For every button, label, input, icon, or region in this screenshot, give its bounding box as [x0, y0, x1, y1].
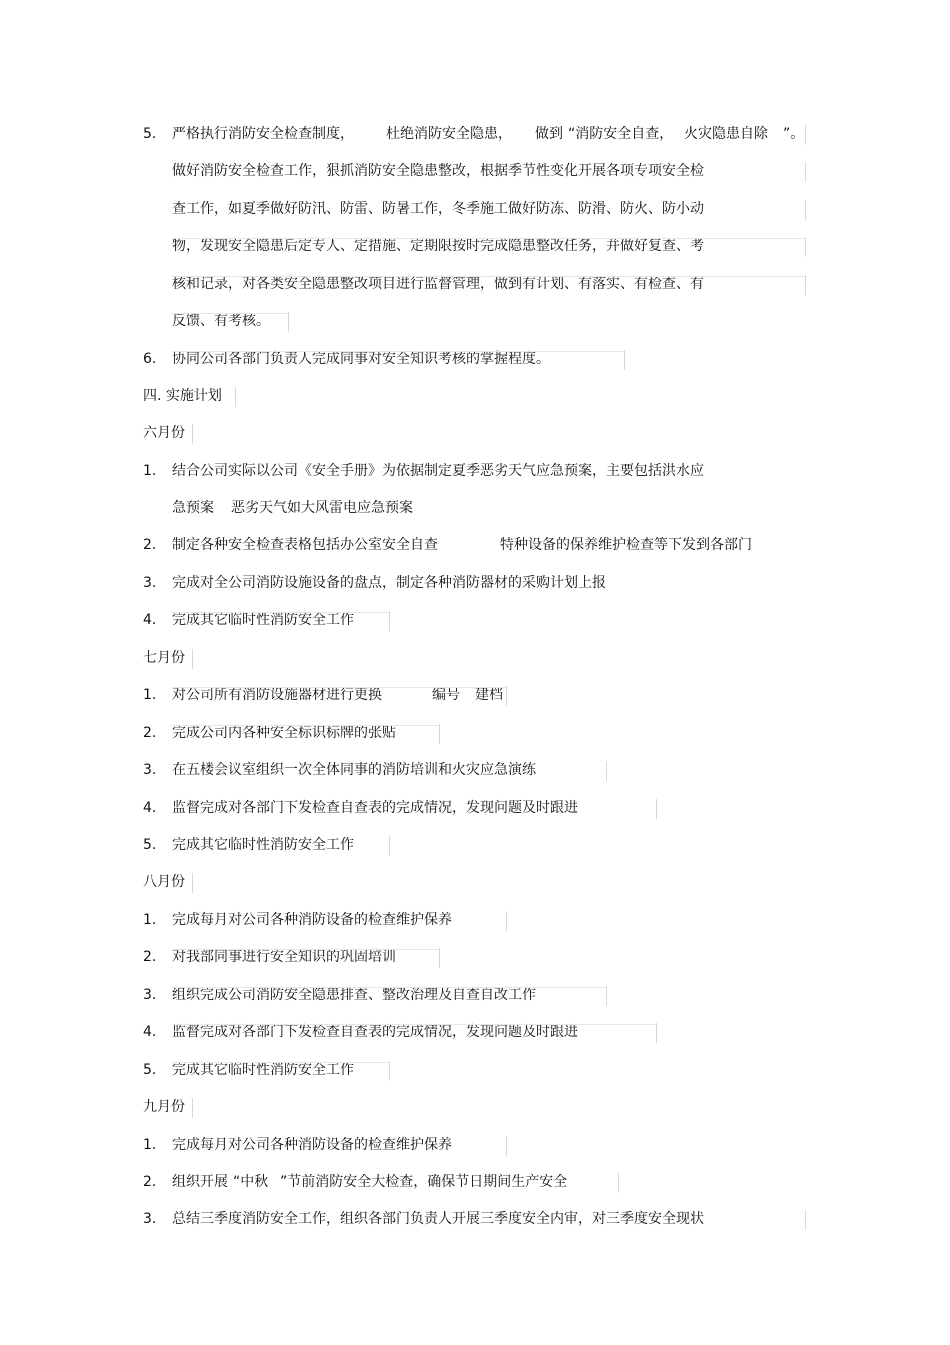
item-number: 6. [143, 351, 157, 367]
item-text: 监督完成对各部门下发检查自查表的完成情况，发现问题及时跟进 [172, 1024, 578, 1040]
item-text-part: “中秋 [233, 1174, 269, 1190]
paragraph-line: 做好消防安全检查工作，狠抓消防安全隐患整改，根据季节性变化开展各项专项安全检 [172, 163, 704, 179]
divider [235, 387, 236, 407]
divider [624, 350, 625, 370]
item-number: 2. [143, 537, 157, 553]
divider [192, 873, 193, 893]
item-text-part: 建档 [475, 687, 503, 703]
item-text-part: 火灾隐患自除 [684, 126, 768, 142]
item-number: 1. [143, 463, 157, 479]
item-number: 4. [143, 1024, 157, 1040]
divider [288, 312, 289, 332]
divider [172, 238, 805, 239]
item-number: 2. [143, 725, 157, 741]
divider [172, 313, 288, 314]
item-number: 3. [143, 987, 157, 1003]
item-number: 4. [143, 612, 157, 628]
item-number: 1. [143, 912, 157, 928]
divider [805, 200, 806, 220]
item-text-part: 杜绝消防安全隐患， [386, 126, 512, 142]
month-heading: 九月份 [143, 1099, 185, 1115]
divider [192, 1098, 193, 1118]
divider [439, 948, 440, 968]
item-text: 完成公司内各种安全标识标牌的张贴 [172, 725, 396, 741]
item-text: 监督完成对各部门下发检查自查表的完成情况，发现问题及时跟进 [172, 800, 578, 816]
divider [192, 649, 193, 669]
item-text: 完成对全公司消防设施设备的盘点，制定各种消防器材的采购计划上报 [172, 575, 606, 591]
item-text-part: 急预案 [172, 500, 214, 516]
item-text-part: “消防安全自查， [568, 126, 674, 142]
month-heading: 六月份 [143, 425, 185, 441]
divider [506, 686, 507, 706]
divider [805, 275, 806, 295]
divider [172, 949, 439, 950]
month-heading: 八月份 [143, 874, 185, 890]
divider [172, 1062, 389, 1063]
item-number: 5. [143, 1062, 157, 1078]
item-text: 完成其它临时性消防安全工作 [172, 612, 354, 628]
divider [389, 1061, 390, 1081]
item-number: 1. [143, 687, 157, 703]
divider [656, 799, 657, 819]
item-text-part: ”节前消防安全大检查，确保节日期间生产安全 [280, 1174, 568, 1190]
item-text-part: 编号 [432, 687, 460, 703]
item-number: 3. [143, 1211, 157, 1227]
divider [805, 1210, 806, 1230]
item-text-part: 制定各种安全检查表格包括办公室安全自查 [172, 537, 438, 553]
item-number: 3. [143, 762, 157, 778]
divider [805, 125, 806, 145]
item-text: 对我部同事进行安全知识的巩固培训 [172, 949, 396, 965]
item-text-part: 严格执行消防安全检查制度， [172, 126, 354, 142]
divider [656, 1023, 657, 1043]
divider [172, 725, 439, 726]
item-number: 3. [143, 575, 157, 591]
item-text-part: 对公司所有消防设施器材进行更换 [172, 687, 382, 703]
item-text-part: 恶劣天气如大风雷电应急预案 [231, 500, 413, 516]
item-text: 完成其它临时性消防安全工作 [172, 1062, 354, 1078]
item-number: 2. [143, 1174, 157, 1190]
item-number: 5. [143, 837, 157, 853]
item-text: 组织完成公司消防安全隐患排查、整改治理及自查自改工作 [172, 987, 536, 1003]
section-heading: 四. 实施计划 [143, 388, 222, 404]
item-text: 在五楼会议室组织一次全体同事的消防培训和火灾应急演练 [172, 762, 536, 778]
divider [606, 986, 607, 1006]
paragraph-line: 查工作，如夏季做好防汛、防雷、防暑工作，冬季施工做好防冻、防滑、防火、防小动 [172, 201, 704, 217]
item-text: 协同公司各部门负责人完成同事对安全知识考核的掌握程度。 [172, 351, 550, 367]
divider [606, 761, 607, 781]
paragraph-line: 反馈、有考核。 [172, 313, 270, 329]
item-text-part: 做到 [535, 126, 563, 142]
divider [172, 351, 624, 352]
divider [172, 987, 606, 988]
divider [172, 276, 805, 277]
divider [172, 687, 506, 688]
paragraph-line: 物，发现安全隐患后定专人、定措施、定期限按时完成隐患整改任务，并做好复查、考 [172, 238, 704, 254]
divider [389, 836, 390, 856]
item-number: 1. [143, 1137, 157, 1153]
divider [172, 612, 389, 613]
divider [172, 1024, 656, 1025]
item-text: 完成每月对公司各种消防设备的检查维护保养 [172, 912, 452, 928]
item-text-part: 组织开展 [172, 1174, 228, 1190]
divider [389, 611, 390, 631]
item-number: 4. [143, 800, 157, 816]
divider [506, 911, 507, 931]
divider [805, 162, 806, 182]
divider [805, 237, 806, 257]
item-text: 完成其它临时性消防安全工作 [172, 837, 354, 853]
item-text: 总结三季度消防安全工作，组织各部门负责人开展三季度安全内审，对三季度安全现状 [172, 1211, 704, 1227]
item-text-part: 特种设备的保养维护检查等下发到各部门 [500, 537, 752, 553]
divider [506, 1136, 507, 1156]
month-heading: 七月份 [143, 650, 185, 666]
item-number: 5. [143, 126, 157, 142]
item-text-part: ”。 [783, 126, 805, 142]
item-number: 2. [143, 949, 157, 965]
divider [618, 1173, 619, 1193]
divider [439, 724, 440, 744]
paragraph-line: 核和记录，对各类安全隐患整改项目进行监督管理，做到有计划、有落实、有检查、有 [172, 276, 704, 292]
divider [192, 424, 193, 444]
item-text: 完成每月对公司各种消防设备的检查维护保养 [172, 1137, 452, 1153]
item-text: 结合公司实际以公司《安全手册》为依据制定夏季恶劣天气应急预案，主要包括洪水应 [172, 463, 704, 479]
